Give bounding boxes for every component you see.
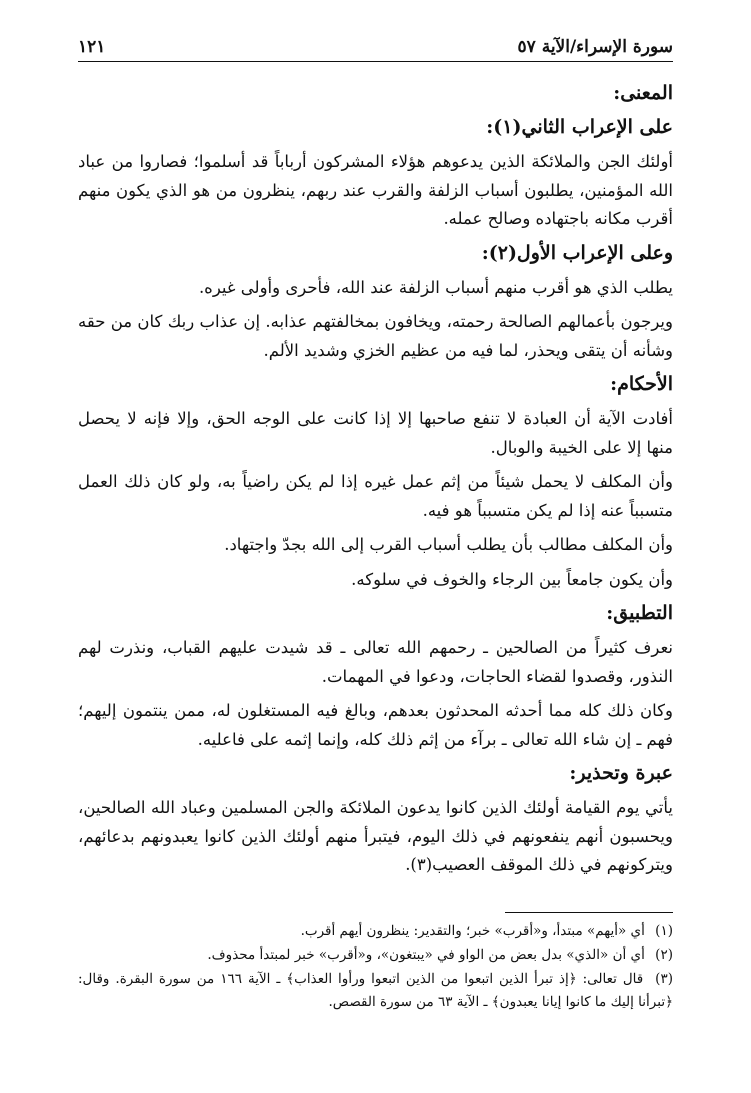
body-text [78,80,673,886]
surah-title: سورة الإسراء/الآية ٥٧ [517,37,673,57]
footnote-number: (٣) [655,971,673,987]
footnote-number: (١) [655,923,673,939]
heading-second-parse: على الإعراب الثاني(١): [486,116,673,138]
paragraph: وكان ذلك كله مما أحدثه المحدثون بعدهم، وبالغ فيه المستغلون له، ممن ينتمون إليهم؛ فهم ـ إن شاء الله تعالى ـ برآء من إثم ذلك كله، وإنما إثمه على فاعليه. [78,701,673,749]
footnote [78,944,673,967]
footnote [78,920,673,943]
paragraph: يأتي يوم القيامة أولئك الذين كانوا يدعون الملائكة والجن المسلمين وعباد الله الصالحين، ويحسبون أنهم ينفعونهم في ذلك اليوم، فيتبرأ منهم أولئك الذين كانوا يعبدونهم بدعائهم، ويتركونهم في ذلك الموقف العصيب(٣). [78,798,673,874]
footnote-text: أي أن «الذي» بدل بعض من الواو في «يبتغون»، و«أقرب» خبر لمبتدأ محذوف. [207,947,645,963]
paragraph: ويرجون بأعمالهم الصالحة رحمته، ويخافون بمخالفتهم عذابه. إن عذاب ربك كان من حقه وشأنه أن يتقى ويحذر، لما فيه من عظيم الخزي وشديد الألم. [78,312,673,360]
footnote-text: أي «أيهم» مبتدأ، و«أقرب» خبر؛ والتقدير: ينظرون أيهم أقرب. [300,923,645,939]
heading-meaning: المعنى: [613,82,673,104]
paragraph: وأن المكلف مطالب بأن يطلب أسباب القرب إلى الله بجدّ واجتهاد. [224,535,673,554]
page-number: ١٢١ [78,37,106,57]
heading-application: التطبيق: [606,602,673,624]
heading-first-parse: وعلى الإعراب الأول(٢): [481,241,673,264]
paragraph: وأن يكون جامعاً بين الرجاء والخوف في سلوكه. [351,569,673,589]
paragraph: وأن المكلف لا يحمل شيئاً من إثم عمل غيره إذا لم يكن راضياً به، ولو كان ذلك العمل متسبباً عنه إذا لم يكن متسبباً هو فيه. [78,472,673,520]
paragraph: أفادت الآية أن العبادة لا تنفع صاحبها إلا إذا كانت على الوجه الحق، وإلا فإنه لا يحصل منها إلا على الخيبة والوبال. [78,409,673,457]
footnote-number: (٢) [655,947,673,963]
paragraph: نعرف كثيراً من الصالحين ـ رحمهم الله تعالى ـ قد شيدت عليهم القباب، ونذرت لهم النذور، وقصدوا لقضاء الحاجات، ودعوا في المهمات. [78,638,673,686]
footnote [78,968,673,1014]
footnotes [78,920,673,1015]
heading-rulings: الأحكام: [610,373,673,395]
heading-lesson: عبرة وتحذير: [569,762,673,784]
footnote-text: قال تعالى: ﴿إذ تبرأ الذين اتبعوا من الذين اتبعوا ورأوا العذاب﴾ ـ الآية ١٦٦ من سورة البقرة. وقال: ﴿تبرأنا إليك ما كانوا إيانا يعبدون﴾ ـ الآية ٦٣ من سورة القصص. [78,971,673,1010]
paragraph: أولئك الجن والملائكة الذين يدعوهم هؤلاء المشركون أرباباً قد أسلموا؛ فصاروا من عباد الله المؤمنين، يطلبون أسباب الزلفة والقرب عند ربهم، ينظرون من هو الذي يكون منهم أقرب مكانه باجتهاده وصالح عمله. [78,152,673,228]
footnote-separator [505,912,673,913]
running-header [78,32,673,62]
paragraph: يطلب الذي هو أقرب منهم أسباب الزلفة عند الله، فأحرى وأولى غيره. [198,277,673,297]
